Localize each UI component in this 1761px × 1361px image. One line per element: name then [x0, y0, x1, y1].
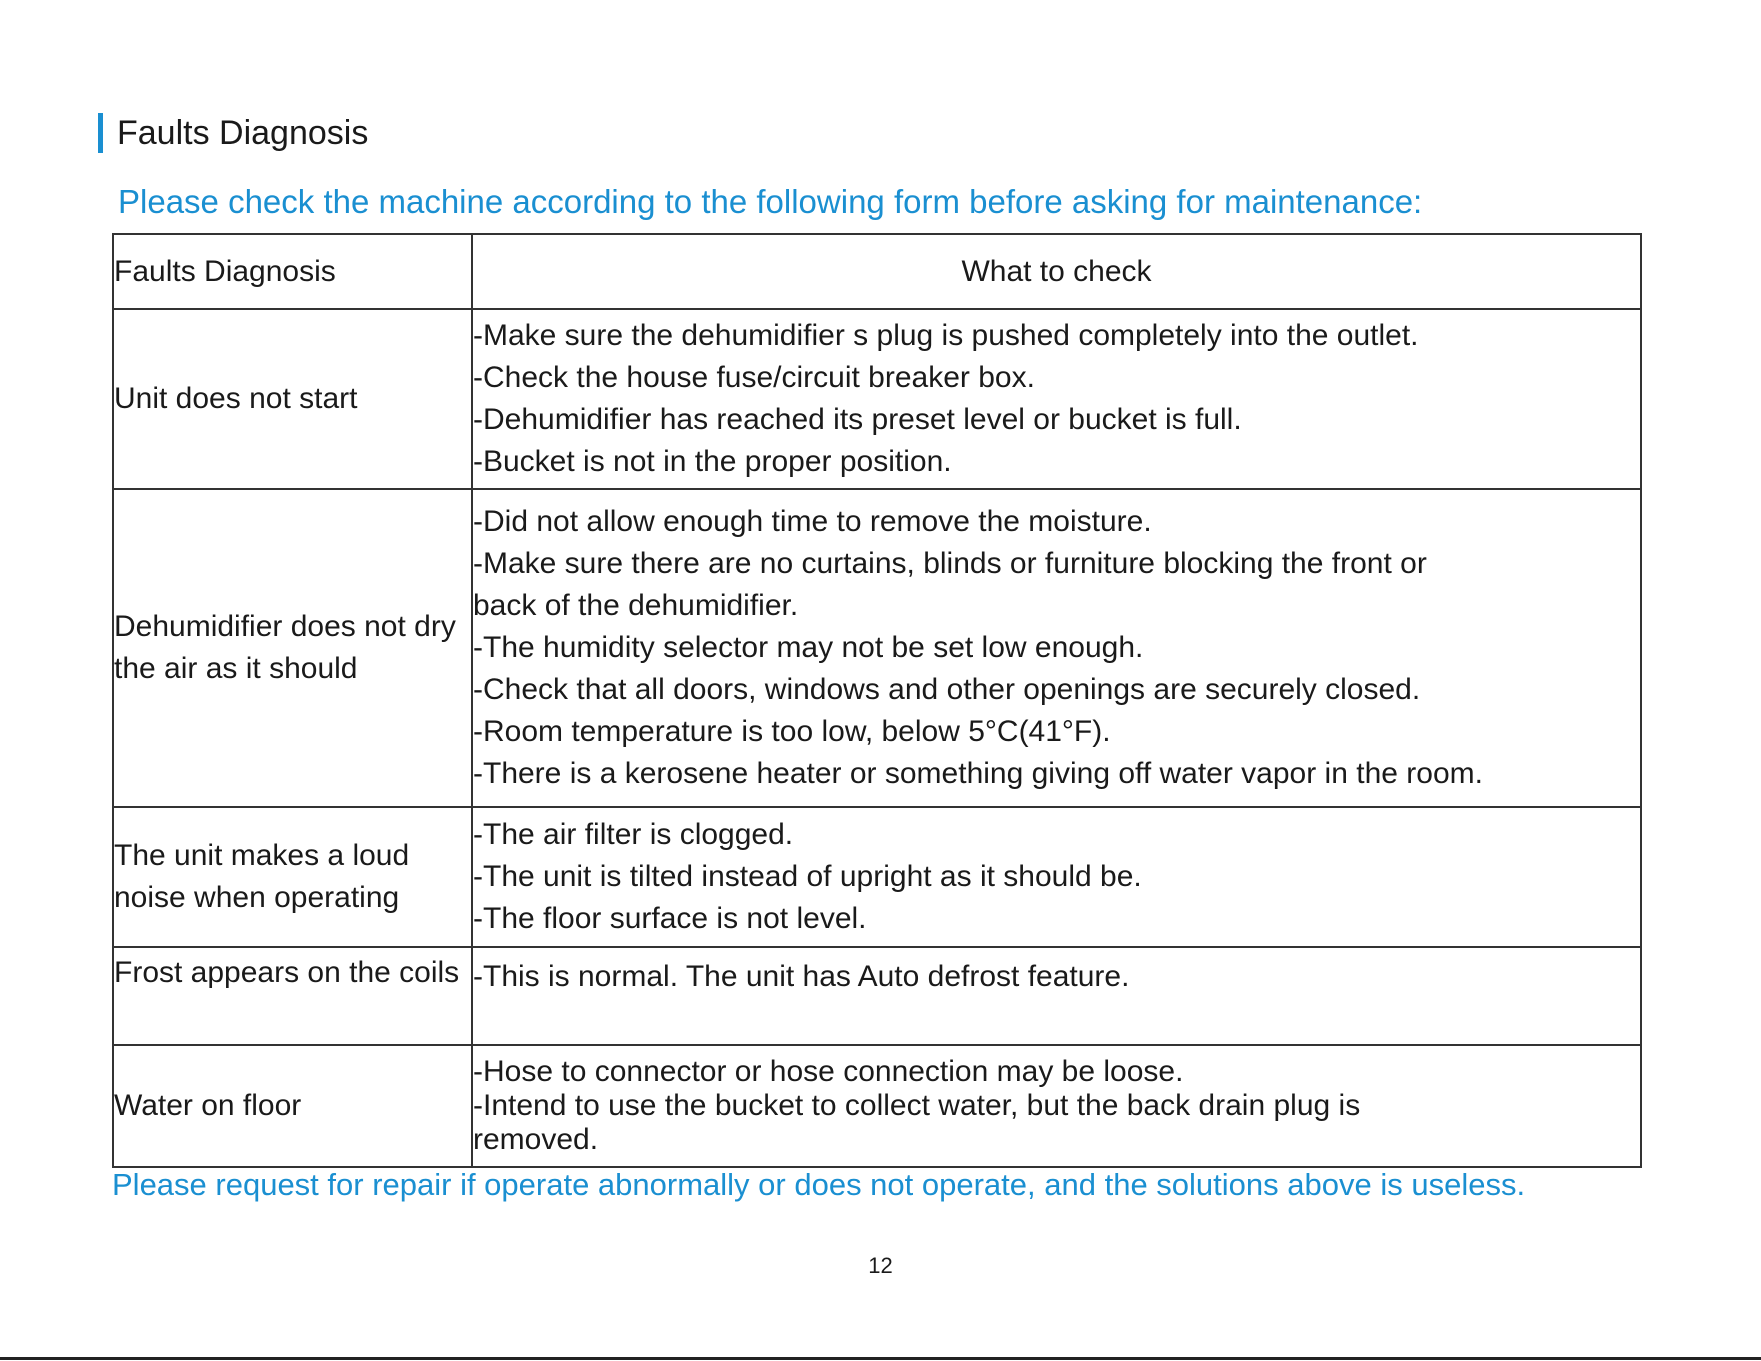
check-item: -Check that all doors, windows and other openings are securely closed.	[473, 673, 1421, 706]
intro-text: Please check the machine according to the following form before asking for maintenance:	[118, 183, 1423, 220]
check-item: -Did not allow enough time to remove the moisture.	[473, 505, 1152, 538]
check-item: removed.	[473, 1123, 599, 1156]
check-item: -Hose to connector or hose connection may be loose.	[473, 1055, 1184, 1088]
checks-cell	[472, 309, 1641, 489]
table-row	[113, 489, 1641, 807]
page-heading	[98, 112, 368, 154]
table-row	[113, 807, 1641, 947]
column-header-faults: Faults Diagnosis	[113, 234, 472, 309]
column-header-checks: What to check	[472, 234, 1641, 309]
check-item: -Check the house fuse/circuit breaker box.	[473, 361, 1035, 394]
fault-cell: Unit does not start	[113, 309, 472, 489]
checks-cell	[472, 489, 1641, 807]
faults-table	[112, 233, 1642, 1168]
check-item: -The humidity selector may not be set low enough.	[473, 631, 1144, 664]
fault-cell: The unit makes a loud noise when operating	[113, 807, 472, 947]
check-item: -Dehumidifier has reached its preset level or bucket is full.	[473, 403, 1242, 436]
table-row	[113, 309, 1641, 489]
footer-note: Please request for repair if operate abnormally or does not operate, and the solutions above is useless.	[112, 1167, 1526, 1202]
check-item: -The floor surface is not level.	[473, 902, 867, 935]
table-header-row	[113, 234, 1641, 309]
table-row	[113, 947, 1641, 1045]
bottom-rule	[0, 1357, 1761, 1360]
checks-cell	[472, 807, 1641, 947]
check-item: back of the dehumidifier.	[473, 589, 799, 622]
check-item: -Bucket is not in the proper position.	[473, 445, 952, 478]
heading-accent-bar	[98, 113, 103, 153]
checks-cell	[472, 1045, 1641, 1167]
check-item: -The unit is tilted instead of upright as it should be.	[473, 860, 1142, 893]
page-number: 12	[868, 1253, 893, 1278]
check-item: -The air filter is clogged.	[473, 818, 794, 851]
check-item: -This is normal. The unit has Auto defrost feature.	[473, 960, 1130, 993]
page-title: Faults Diagnosis	[117, 113, 369, 152]
fault-cell: Water on floor	[113, 1045, 472, 1167]
check-item: -Room temperature is too low, below 5°C(41°F).	[473, 715, 1111, 748]
check-item: -Make sure the dehumidifier s plug is pushed completely into the outlet.	[473, 319, 1419, 352]
table-row	[113, 1045, 1641, 1167]
check-item: -There is a kerosene heater or something giving off water vapor in the room.	[473, 757, 1483, 790]
checks-cell	[472, 947, 1641, 1045]
fault-cell: Dehumidifier does not dry the air as it should	[113, 489, 472, 807]
check-item: -Make sure there are no curtains, blinds or furniture blocking the front or	[473, 547, 1427, 580]
check-item: -Intend to use the bucket to collect water, but the back drain plug is	[473, 1089, 1361, 1122]
fault-cell: Frost appears on the coils	[113, 947, 472, 1045]
